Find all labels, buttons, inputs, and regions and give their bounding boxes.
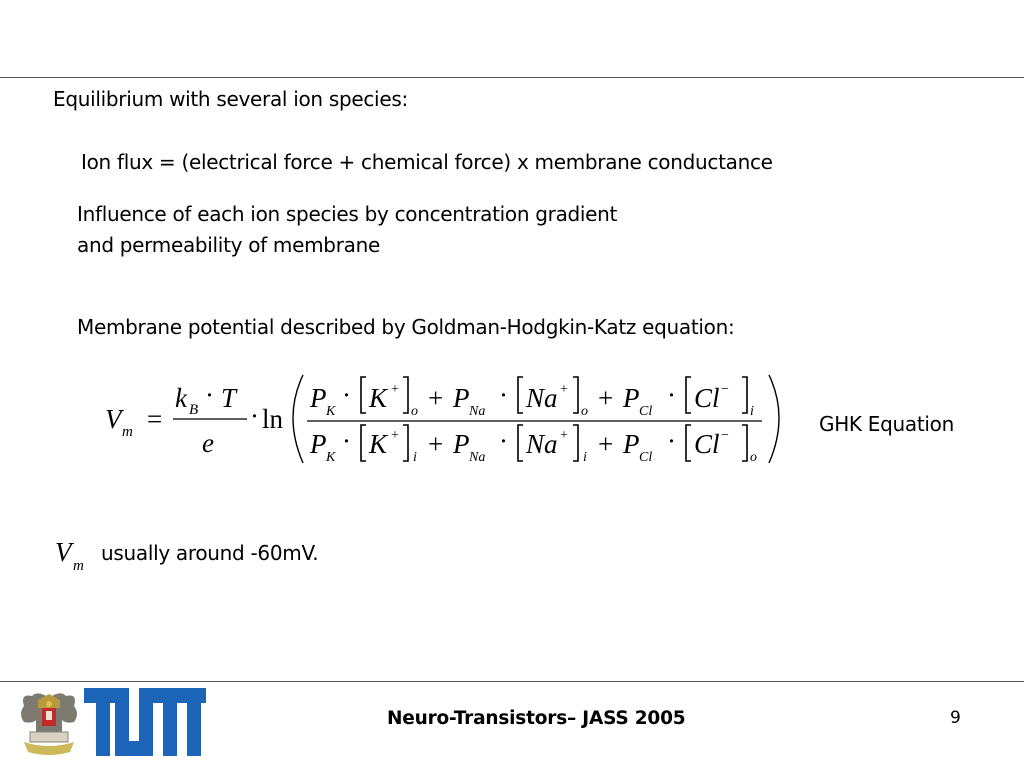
svg-text:m: m [122,424,133,440]
footer-title: Neuro-Transistors– JASS 2005 [387,708,686,729]
svg-text:Cl: Cl [639,450,653,465]
svg-text:Na: Na [526,383,558,413]
tum-logo [84,688,206,756]
svg-text:+: + [560,382,568,397]
page-number: 9 [950,708,961,728]
svg-text:−: − [721,382,729,397]
svg-text:+: + [391,428,399,443]
svg-text:·: · [250,401,259,431]
svg-text:Na: Na [469,404,486,419]
svg-text:+: + [598,429,614,459]
svg-text:P: P [623,429,640,459]
ghk-intro: Membrane potential described by Goldman-Hodgkin-Katz equation: [77,315,735,339]
svg-text:K: K [326,450,336,465]
svg-text:i: i [750,404,754,419]
svg-text:K: K [369,429,388,459]
university-crest [18,688,80,756]
svg-text:·: · [499,426,508,456]
svg-text:Cl: Cl [694,429,720,459]
ghk-equation-label: GHK Equation [819,412,954,436]
influence-line-2: and permeability of membrane [77,233,380,257]
svg-text:Na: Na [526,429,558,459]
svg-text:B: B [189,402,199,418]
svg-text:·: · [667,380,676,410]
svg-text:·: · [667,426,676,456]
svg-text:T: T [221,383,237,413]
ion-flux-line: Ion flux = (electrical force + chemical force) x membrane conductance [81,150,773,174]
svg-text:+: + [391,382,399,397]
svg-text:o: o [750,450,757,465]
footer-divider [0,681,1024,682]
svg-text:P: P [623,383,640,413]
svg-text:=: = [147,404,163,434]
svg-text:i: i [583,450,587,465]
svg-text:k: k [175,383,187,413]
vm-symbol [55,536,95,576]
svg-text:·: · [499,380,508,410]
svg-text:P: P [453,429,470,459]
svg-text:o: o [411,404,418,419]
svg-text:i: i [413,450,417,465]
svg-text:·: · [342,426,351,456]
influence-line-1: Influence of each ion species by concentration gradient [77,202,618,226]
svg-text:·: · [205,380,214,410]
ghk-equation [95,365,895,475]
svg-text:+: + [598,383,614,413]
svg-text:e: e [202,428,214,458]
svg-text:V: V [105,404,122,434]
svg-text:P: P [310,429,327,459]
svg-text:·: · [342,380,351,410]
svg-text:Na: Na [469,450,486,465]
svg-text:−: − [721,428,729,443]
svg-text:Cl: Cl [694,383,720,413]
svg-text:P: P [453,383,470,413]
svg-text:o: o [581,404,588,419]
svg-text:Cl: Cl [639,404,653,419]
svg-text:K: K [326,404,336,419]
svg-text:+: + [428,383,444,413]
svg-text:+: + [428,429,444,459]
vm-note: usually around -60mV. [101,541,319,565]
svg-text:ln: ln [262,404,284,434]
svg-text:+: + [560,428,568,443]
svg-text:K: K [369,383,388,413]
svg-text:V: V [55,537,72,567]
slide-heading: Equilibrium with several ion species: [53,87,408,111]
svg-text:m: m [73,558,84,574]
top-divider [0,77,1024,78]
svg-text:P: P [310,383,327,413]
